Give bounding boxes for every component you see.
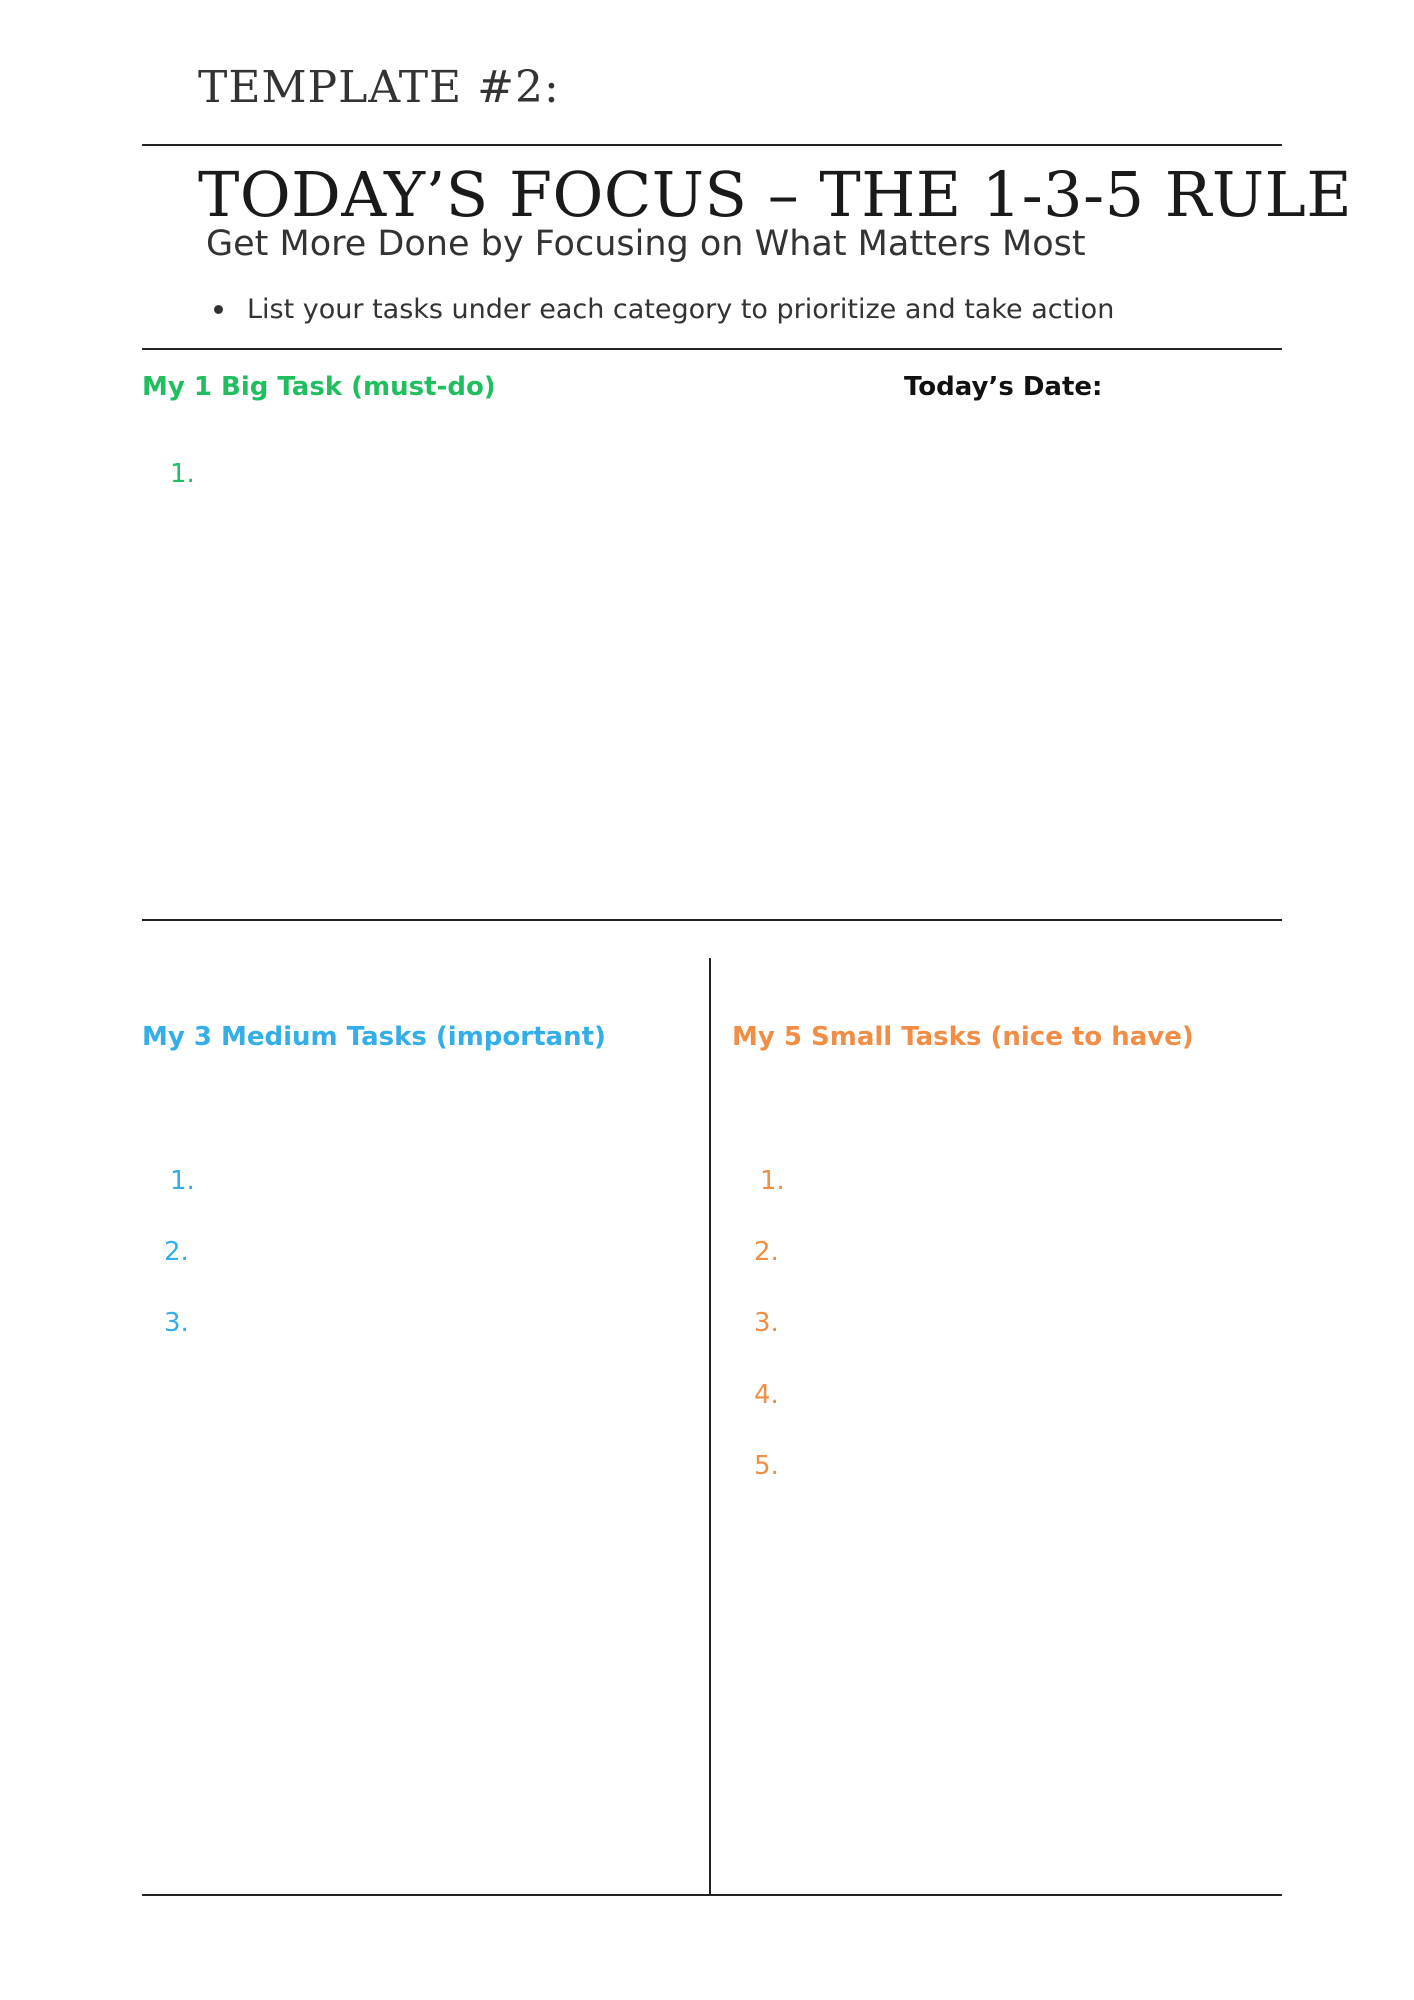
big-task-item-1: 1. <box>170 459 195 489</box>
small-task-item-5: 5. <box>754 1451 779 1481</box>
page-title: TODAY’S FOCUS – THE 1-3-5 RULE <box>198 158 1353 231</box>
bullet-icon <box>214 305 223 314</box>
todays-date-label: Today’s Date: <box>904 372 1103 402</box>
medium-task-item-1: 1. <box>170 1166 195 1196</box>
small-task-item-3: 3. <box>754 1308 779 1338</box>
small-task-item-4: 4. <box>754 1380 779 1410</box>
big-task-heading: My 1 Big Task (must-do) <box>142 372 496 402</box>
header-divider-top <box>142 144 1282 146</box>
template-label: TEMPLATE #2: <box>198 62 560 113</box>
page-bottom-divider <box>142 1894 1282 1896</box>
page-subtitle: Get More Done by Focusing on What Matters Most <box>206 224 1086 264</box>
small-task-item-2: 2. <box>754 1237 779 1267</box>
big-task-divider <box>142 919 1282 921</box>
medium-task-item-3: 3. <box>164 1308 189 1338</box>
header-divider-bottom <box>142 348 1282 350</box>
medium-tasks-heading: My 3 Medium Tasks (important) <box>142 1022 606 1052</box>
instruction-bullet <box>214 294 1114 325</box>
column-divider <box>709 958 711 1896</box>
instruction-text: List your tasks under each category to prioritize and take action <box>247 294 1115 325</box>
small-task-item-1: 1. <box>760 1166 785 1196</box>
small-tasks-heading: My 5 Small Tasks (nice to have) <box>732 1022 1194 1052</box>
medium-task-item-2: 2. <box>164 1237 189 1267</box>
